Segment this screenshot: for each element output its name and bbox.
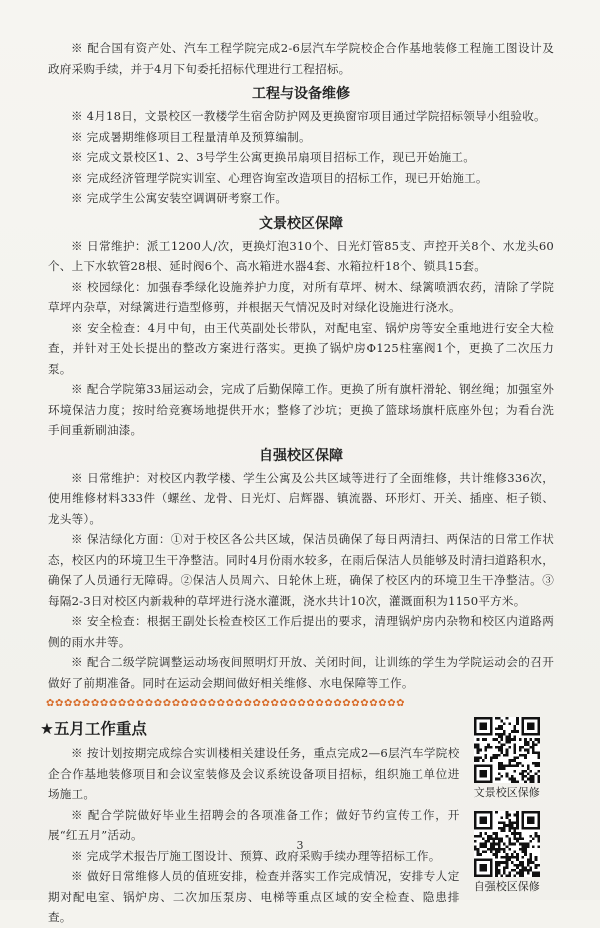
section-heading: 文景校区保障 [259,215,343,232]
paragraph: ※ 安全检查：根据王副处长检查校区工作后提出的要求，清理锅炉房内杂物和校区内道路两侧的雨水井等。 [48,614,554,649]
section-heading: 工程与设备维修 [252,86,350,102]
section-ziqiang [48,445,554,694]
page-number: 3 [296,838,304,852]
section-wenjing [48,213,554,441]
paragraph: ※ 完成学术报告厅施工图设计、预算、政府采购手续办理等招标工作。 [71,848,441,863]
paragraph: ※ 完成学生公寓安装空调调研考察工作。 [71,191,288,205]
section-heading: 自强校区保障 [259,447,343,464]
flower-divider: ✿✿✿✿✿✿✿✿✿✿✿✿✿✿✿✿✿✿✿✿✿✿✿✿✿✿✿✿✿✿✿✿✿✿✿✿✿✿✿✿ [46,698,406,709]
paragraph: ※ 做好日常维修人员的值班安排，检查并落实工作完成情况，安排专人定期对配电室、锅炉房、二次加压泵房、电梯等重点区域的安全检查、隐患排查。 [48,869,460,924]
paragraph: ※ 按计划按期完成综合实训楼相关建设任务，重点完成2—6层汽车学院校企合作基地装修项目和会议室装修及会议系统设备项目招标，组织施工单位进场施工。 [48,746,460,801]
intro-paragraph: ※ 配合国有资产处、汽车工程学院完成2-6层汽车学院校企合作基地装修工程施工图设计及政府采购手续，并于4月下旬委托招标代理进行工程招标。 [48,41,554,76]
paragraph: ※ 完成暑期维修项目工程量清单及预算编制。 [71,129,311,144]
paragraph: ※ 保洁绿化方面：①对于校区各公共区域，保洁员确保了每日两清扫、两保洁的日常工作状态，校区内的环境卫生干净整洁。同时4月份雨水较多，在雨后保洁人员能够及时清扫道路积水，确保了人员通行无障碍。②保洁人员周六、日轮休上班，确保了校区内的环境卫生干净整洁。③每隔2-3日对校区内新栽种的草坪进行浇水灌溉，浇水共计10次，灌溉面积为1150平方米。 [48,532,554,608]
paragraph: ※ 安全检查：4月中旬，由王代英副处长带队，对配电室、锅炉房等安全重地进行安全大检查，并针对王处长提出的整改方案进行落实。更换了锅炉房Φ125柱塞阀1个，更换了二次压力泵。 [48,320,554,376]
paragraph: ※ 日常维护：对校区内教学楼、学生公寓及公共区域等进行了全面维修，共计维修336次，使用维修材料333件（螺丝、龙骨、日光灯、启辉器、镇流器、环形灯、开关、插座、柜子锁、龙头等）。 [48,470,554,526]
paragraph: ※ 配合学院第33届运动会，完成了后勤保障工作。更换了所有旗杆滑轮、钢丝绳；加强室外环境保洁力度；按时给竞赛场地提供开水；整修了沙坑；更换了篮球场旗杆底座外包；为看台洗手间重新刷油漆。 [48,382,554,437]
paragraph: ※ 完成文景校区1、2、3号学生公寓更换吊扇项目招标工作，现已开始施工。 [71,150,476,164]
qr-caption: 自强校区保修 [473,880,540,893]
qr-caption: 文景校区保修 [473,786,540,799]
may-focus-text [40,717,460,928]
section-engineering [48,83,554,209]
paragraph: ※ 校园绿化：加强春季绿化设施养护力度，对所有草坪、树木、绿篱喷洒农药，清除了学院草坪内杂草，对绿篱进行造型修剪，并根据天气情况及时对绿化设施进行浇水。 [48,279,554,314]
qr-codes [460,717,555,928]
qr-code-wenjing[interactable] [474,717,540,783]
may-focus-heading: ★五月工作重点 [40,720,147,738]
paragraph: ※ 日常维护：派工1200人/次，更换灯泡310个、日光灯管85支、声控开关8个、水龙头60个、上下水软管28根、延时阀6个、高水箱进水器4套、水箱拉杆18个、锁具15套。 [48,238,554,273]
paragraph: ※ 4月18日，文景校区一教楼学生宿舍防护网及更换窗帘项目通过学院招标领导小组验收。 [71,109,546,123]
paragraph: ※ 完成经济管理学院实训室、心理咨询室改造项目的招标工作，现已开始施工。 [71,170,488,185]
may-focus-area [40,717,554,928]
paragraph: ※ 配合二级学院调整运动场夜间照明灯开放、关闭时间，让训练的学生为学院运动会的召开做好了前期准备。同时在运动会期间做好相关维修、水电保障等工作。 [48,655,554,690]
paragraph: ※ 配合学院做好毕业生招聘会的各项准备工作；做好节约宣传工作，开展“红五月”活动。 [48,807,460,842]
